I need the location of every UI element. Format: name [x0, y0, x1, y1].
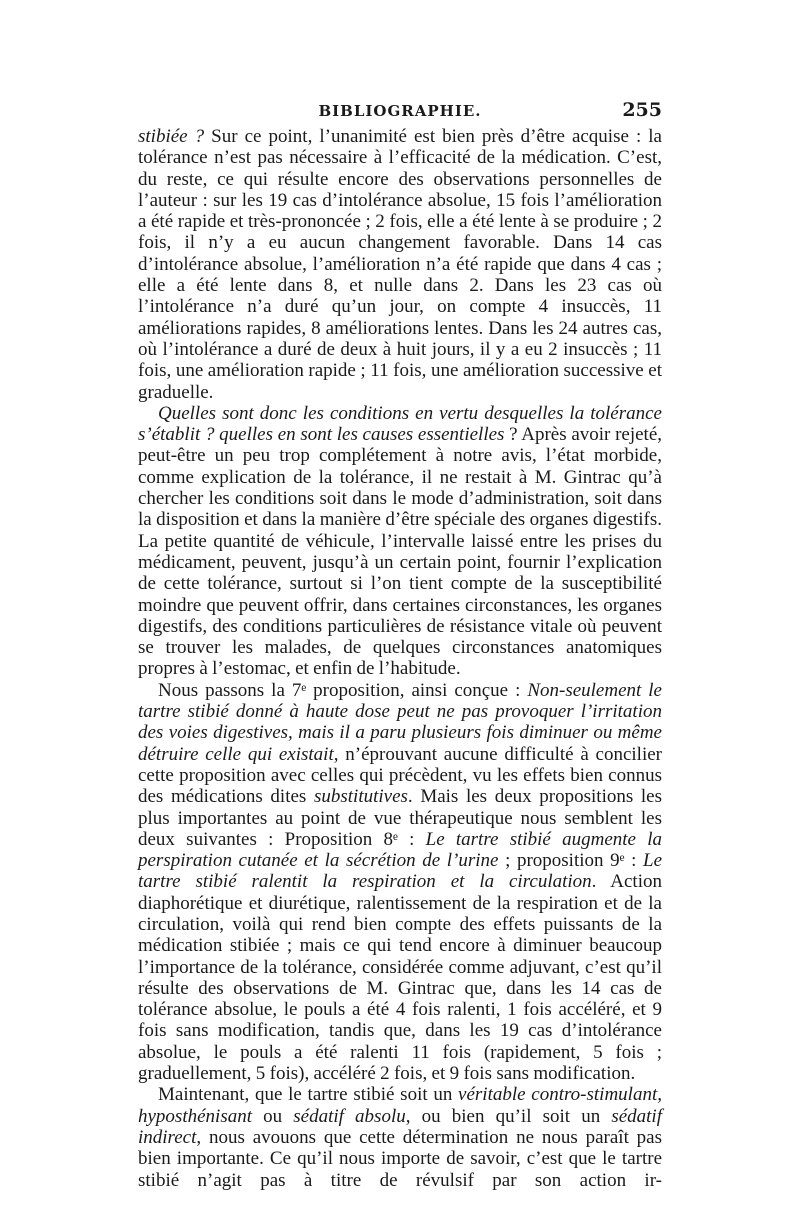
italic-text: Quelles sont donc les conditions en vertu desquelles la tolérance s’établit ? quelles en sont les causes essentielles	[138, 402, 662, 446]
italic-text: véritable contro-stimulant, hyposthénisant	[138, 1084, 662, 1127]
paragraph	[138, 126, 662, 403]
text-run: Maintenant, que le tartre stibié soit un	[158, 1084, 459, 1106]
running-head: BIBLIOGRAPHIE.	[318, 102, 482, 120]
italic-text: Le tartre stibié ralentit la respiration et la circulation	[138, 850, 662, 893]
page-number: 255	[622, 99, 662, 121]
body-text	[138, 126, 662, 1191]
text-run: Sur ce point, l’unanimité est bien près d’être acquise : la tolérance n’est pas nécessaire à l’efficacité de la médication. C’est, du reste, ce qui résulte encore des observations personnelles de l’auteur : sur les 19 cas d’intolérance absolue, 15 fois l’amélioration a été rapide et très-prononcée ; 2 fois, elle a été lente à se produire ; 2 fois, il n’y a eu aucun changement favorable. Dans 14 cas d’intolérance absolue, l’amélioration n’a été rapide que dans 4 cas ; elle a été lente dans 8, et nulle dans 2. Dans les 23 cas où l’intolérance n’a duré qu’un jour, on compte 4 insuccès, 11 améliorations rapides, 8 améliorations lentes. Dans les 24 autres cas, où l’intolérance a duré de deux à huit jours, il y a eu 2 insuccès ; 11 fois, une amélioration rapide ; 11 fois, une amélioration successive et graduelle.	[138, 126, 662, 403]
text-run: , nous avouons que cette détermination ne nous paraît pas bien importante. Ce qu’il nous importe de savoir, c’est que le tartre stibié n’agit pas à titre de révulsif par son action ir-	[138, 1126, 662, 1191]
italic-text: sédatif absolu	[293, 1105, 406, 1127]
book-page	[138, 96, 662, 1191]
text-run: Nous passons la 7ᵉ proposition, ainsi conçue :	[158, 679, 528, 701]
text-run: . Action diaphorétique et diurétique, ralentissement de la respiration et de la circulation, voilà qui rend bien compte des effets puissants de la médication stibiée ; mais ce qui tend encore à diminuer beaucoup l’importance de la tolérance, considérée comme adjuvant, c’est qu’il résulte des observations de M. Gintrac que, dans les 14 cas de tolérance absolue, le pouls a été 4 fois ralenti, 1 fois accéléré, et 9 fois sans modification, tandis que, dans les 19 cas d’intolérance absolue, le pouls a été ralenti 11 fois (rapidement, 5 fois ; graduellement, 5 fois), accéléré 2 fois, et 9 fois sans modification.	[138, 871, 662, 1085]
italic-text: stibiée ?	[138, 126, 205, 147]
paragraph	[138, 680, 662, 1085]
text-run: , ou bien qu’il soit un	[405, 1105, 612, 1127]
page-header	[138, 96, 662, 126]
text-run: ou	[252, 1105, 294, 1127]
text-run: , n’éprouvant aucune difficulté à concilier cette proposition avec celles qui précèdent, vu les effets bien connus des médications dites	[138, 743, 662, 808]
text-run: . Mais les deux propositions les plus importantes au point de vue thérapeutique nous semblent les deux suivantes : Proposition 8ᵉ :	[138, 786, 662, 850]
italic-text: sédatif indirect	[138, 1105, 662, 1148]
italic-text: Le tartre stibié augmente la perspiration cutanée et la sécrétion de l’urine	[138, 828, 662, 872]
paragraph	[138, 1084, 662, 1190]
italic-text: substitutives	[313, 786, 408, 808]
text-run: ? Après avoir rejeté, peut-être un peu trop complétement à notre avis, l’état morbide, comme explication de la tolérance, il ne restait à M. Gintrac qu’à chercher les conditions soit dans le mode d’administration, soit dans la disposition et dans la manière d’être spéciale des organes digestifs. La petite quantité de véhicule, l’intervalle laissé entre les prises du médicament, peuvent, jusqu’à un certain point, fournir l’explication de cette tolérance, surtout si l’on tient compte de la susceptibilité moindre que peuvent offrir, dans certaines circonstances, les organes digestifs, des conditions particulières de résistance vitale où peuvent se trouver les malades, de quelques circonstances anatomiques propres à l’estomac, et enfin de l’habitude.	[138, 424, 662, 680]
text-run: ; proposition 9ᵉ :	[498, 850, 643, 872]
paragraph	[138, 403, 662, 680]
italic-text: Non-seulement le tartre stibié donné à haute dose peut ne pas provoquer l’irritation des voies digestives, mais il a paru plusieurs fois diminuer ou même détruire celle qui existait	[138, 679, 662, 765]
